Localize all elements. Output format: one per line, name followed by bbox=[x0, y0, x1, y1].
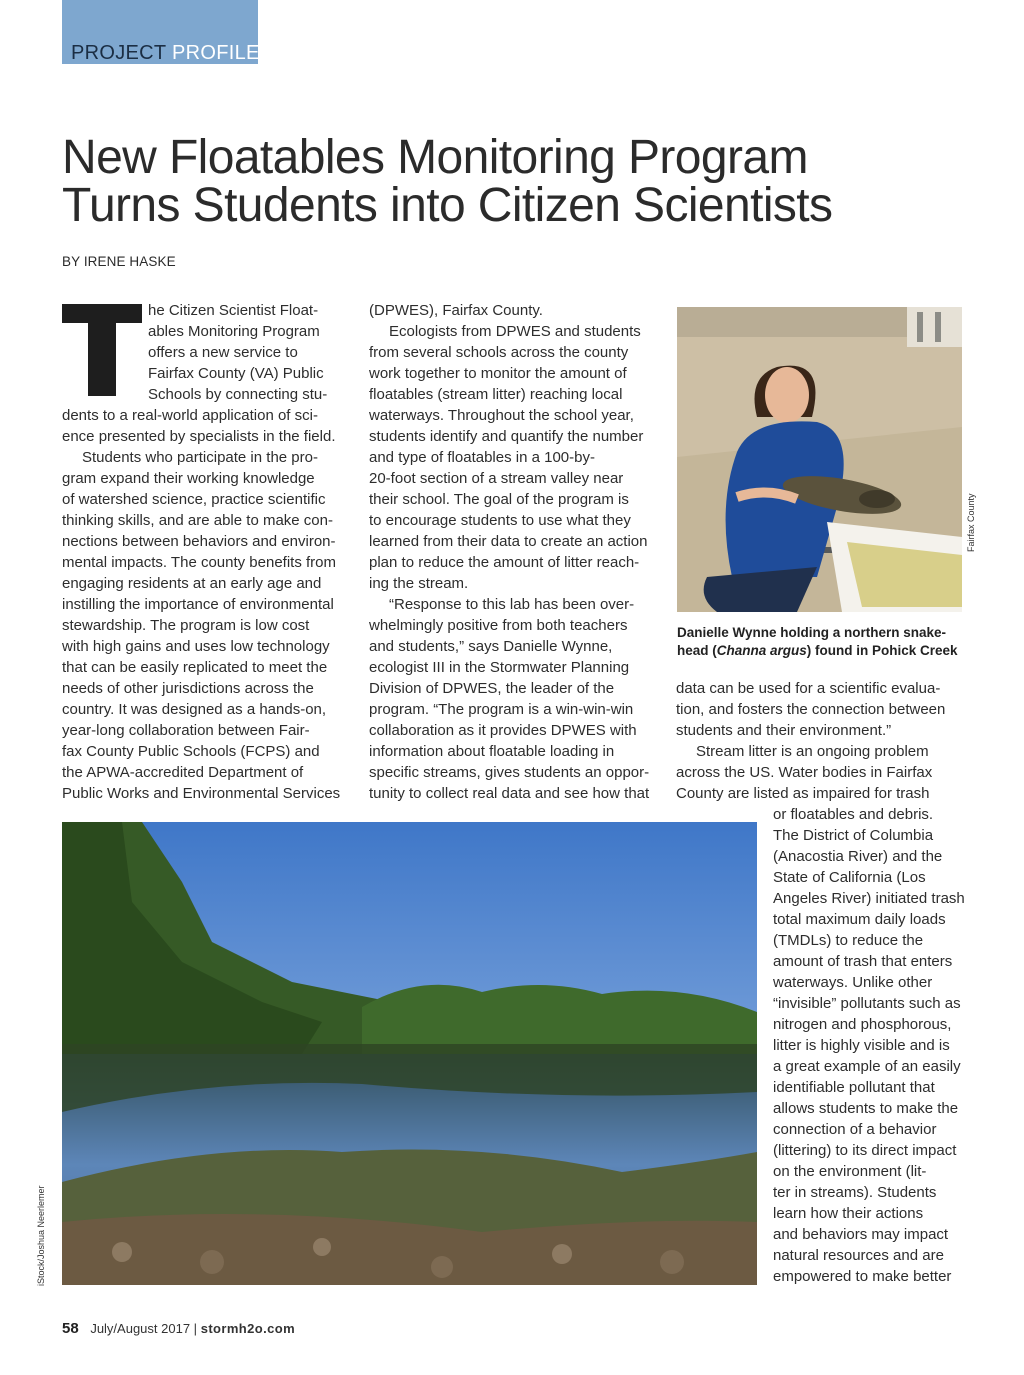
text-line: or floatables and debris. bbox=[773, 806, 934, 823]
text-line: empowered to make better bbox=[773, 1268, 952, 1285]
text-line: “invisible” pollutants such as bbox=[773, 995, 961, 1012]
text-line: County are listed as impaired for trash bbox=[676, 785, 930, 802]
text-line: ter in streams). Students bbox=[773, 1184, 937, 1201]
text-line: instilling the importance of environmental bbox=[62, 596, 334, 613]
text-line: engaging residents at an early age and bbox=[62, 575, 322, 592]
headline-line-2: Turns Students into Citizen Scientists bbox=[62, 179, 833, 232]
text-line: nections between behaviors and environ- bbox=[62, 533, 336, 550]
caption-line-2 bbox=[677, 642, 967, 660]
page-number: 58 bbox=[62, 1320, 79, 1337]
text-line: total maximum daily loads bbox=[773, 911, 946, 928]
text-line: work together to monitor the amount of bbox=[369, 365, 627, 382]
text-line: State of California (Los bbox=[773, 869, 926, 886]
issue-date: July/August 2017 bbox=[90, 1321, 191, 1336]
text-line: needs of other jurisdictions across the bbox=[62, 680, 314, 697]
text-line: he Citizen Scientist Float- bbox=[148, 302, 319, 319]
text-line: allows students to make the bbox=[773, 1100, 959, 1117]
text-line: program. “The program is a win-win-win bbox=[369, 701, 634, 718]
text-line: a great example of an easily bbox=[773, 1058, 961, 1075]
page-footer bbox=[62, 1320, 295, 1337]
text-line: Ecologists from DPWES and students bbox=[389, 323, 641, 340]
text-line: to encourage students to use what they bbox=[369, 512, 631, 529]
section-label-profile: PROFILE bbox=[171, 42, 260, 64]
text-line: amount of trash that enters bbox=[773, 953, 953, 970]
photo-danielle-snakehead bbox=[677, 307, 962, 612]
text-line: tunity to collect real data and see how that bbox=[369, 785, 650, 802]
text-line: 20-foot section of a stream valley near bbox=[369, 470, 624, 487]
dropcap-letter: T bbox=[102, 363, 104, 365]
caption-line-1: Danielle Wynne holding a northern snake- bbox=[677, 625, 947, 640]
text-line: thinking skills, and are able to make con- bbox=[62, 512, 333, 529]
text-line: floatables (stream litter) reaching local bbox=[369, 386, 623, 403]
text-line: Public Works and Environmental Services bbox=[62, 785, 341, 802]
photo-credit-fish: Fairfax County bbox=[966, 493, 976, 552]
text-line: gram expand their working knowledge bbox=[62, 470, 315, 487]
caption-species-name: Channa argus bbox=[716, 643, 807, 658]
footer-separator: | bbox=[193, 1321, 198, 1336]
text-line: (Anacostia River) and the bbox=[773, 848, 943, 865]
caption-text: head ( bbox=[677, 643, 717, 658]
text-line: the APWA-accredited Department of bbox=[62, 764, 304, 781]
text-line: collaboration as it provides DPWES with bbox=[369, 722, 637, 739]
text-line: ence presented by specialists in the field. bbox=[62, 428, 336, 445]
text-line: Angeles River) initiated trash bbox=[773, 890, 965, 907]
photo-lake bbox=[62, 822, 757, 1285]
section-label bbox=[71, 42, 260, 64]
text-line: and type of floatables in a 100-by- bbox=[369, 449, 595, 466]
text-line: with high gains and uses low technology bbox=[62, 638, 330, 655]
text-line: their school. The goal of the program is bbox=[369, 491, 629, 508]
text-line: learn how their actions bbox=[773, 1205, 924, 1222]
text-line: nitrogen and phosphorous, bbox=[773, 1016, 952, 1033]
text-line: connection of a behavior bbox=[773, 1121, 937, 1138]
text-line: (littering) to its direct impact bbox=[773, 1142, 957, 1159]
article-column-2 bbox=[369, 300, 659, 804]
text-line: year-long collaboration between Fair- bbox=[62, 722, 310, 739]
headline-line-1: New Floatables Monitoring Program bbox=[62, 131, 808, 184]
text-line: (TMDLs) to reduce the bbox=[773, 932, 924, 949]
text-line: across the US. Water bodies in Fairfax bbox=[676, 764, 933, 781]
text-line: information about floatable loading in bbox=[369, 743, 615, 760]
text-line: fax County Public Schools (FCPS) and bbox=[62, 743, 320, 760]
article-headline bbox=[62, 131, 962, 232]
text-line: “Response to this lab has been over- bbox=[389, 596, 635, 613]
photo-caption bbox=[677, 624, 967, 660]
text-line: natural resources and are bbox=[773, 1247, 944, 1264]
section-label-project: PROJECT bbox=[71, 42, 167, 64]
text-line: Students who participate in the pro- bbox=[82, 449, 318, 466]
text-line: and behaviors may impact bbox=[773, 1226, 949, 1243]
caption-text: ) found in Pohick Creek bbox=[806, 643, 958, 658]
text-line: from several schools across the county bbox=[369, 344, 629, 361]
photo-credit-lake: iStock/Joshua Neerlemer bbox=[36, 1185, 46, 1286]
text-line: litter is highly visible and is bbox=[773, 1037, 950, 1054]
text-line: and students,” says Danielle Wynne, bbox=[369, 638, 613, 655]
text-line: ecologist III in the Stormwater Planning bbox=[369, 659, 630, 676]
text-line: ing the stream. bbox=[369, 575, 469, 592]
text-line: ables Monitoring Program bbox=[148, 323, 320, 340]
text-line: learned from their data to create an action bbox=[369, 533, 648, 550]
text-line: waterways. Throughout the school year, bbox=[369, 407, 634, 424]
article-column-3-upper bbox=[676, 678, 966, 804]
website-link[interactable]: stormh2o.com bbox=[200, 1321, 296, 1336]
text-line: Division of DPWES, the leader of the bbox=[369, 680, 615, 697]
text-line: Fairfax County (VA) Public bbox=[148, 365, 324, 382]
text-line: stewardship. The program is low cost bbox=[62, 617, 310, 634]
text-line: plan to reduce the amount of litter reach- bbox=[369, 554, 640, 571]
text-line: (DPWES), Fairfax County. bbox=[369, 302, 543, 319]
text-line: whelmingly positive from both teachers bbox=[369, 617, 628, 634]
text-line: specific streams, gives students an oppor- bbox=[369, 764, 650, 781]
text-line: The District of Columbia bbox=[773, 827, 934, 844]
text-line: students identify and quantify the number bbox=[369, 428, 644, 445]
text-line: data can be used for a scientific evalua- bbox=[676, 680, 941, 697]
text-line: waterways. Unlike other bbox=[773, 974, 933, 991]
text-line: country. It was designed as a hands-on, bbox=[62, 701, 327, 718]
text-line: students and their environment.” bbox=[676, 722, 892, 739]
article-column-3-lower bbox=[773, 804, 973, 1287]
text-line: mental impacts. The county benefits from bbox=[62, 554, 337, 571]
text-line: on the environment (lit- bbox=[773, 1163, 927, 1180]
byline: BY IRENE HASKE bbox=[62, 254, 176, 269]
article-column-1 bbox=[62, 300, 347, 804]
text-line: of watershed science, practice scientific bbox=[62, 491, 326, 508]
text-line: offers a new service to bbox=[148, 344, 298, 361]
text-line: tion, and fosters the connection between bbox=[676, 701, 946, 718]
text-line: Schools by connecting stu- bbox=[148, 386, 328, 403]
text-line: identifiable pollutant that bbox=[773, 1079, 935, 1096]
text-line: that can be easily replicated to meet the bbox=[62, 659, 328, 676]
text-line: dents to a real-world application of sci- bbox=[62, 407, 318, 424]
text-line: Stream litter is an ongoing problem bbox=[696, 743, 929, 760]
